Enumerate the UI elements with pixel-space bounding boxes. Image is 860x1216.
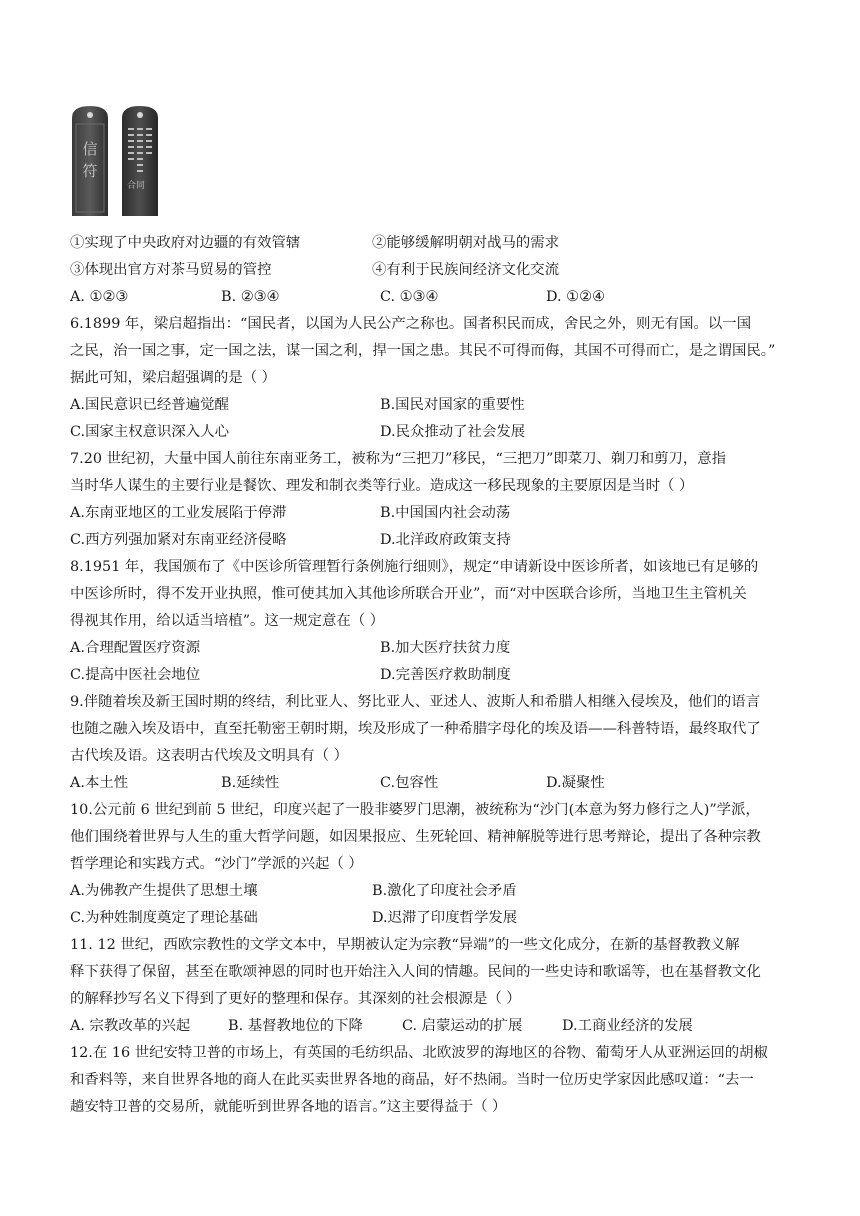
q11-stem-line-2: 释下获得了保留，甚至在歌颂神恩的同时也开始注入人间的情趣。民间的一些史诗和歌谣等，也在基督教文化 (70, 964, 761, 980)
q8-options-row-1 (70, 637, 800, 659)
q12-stem-line-3: 趟安特卫普的交易所，就能听到世界各地的语言。”这主要得益于（ ） (70, 1099, 507, 1115)
q6-option-c[interactable]: C.国家主权意识深入人心 (70, 424, 229, 440)
q10-stem-line-3: 哲学理论和实践方式。“沙门”学派的兴起（ ） (70, 856, 363, 872)
q10-option-c[interactable]: C.为种姓制度奠定了理论基础 (70, 910, 258, 926)
q11-option-d[interactable]: D.工商业经济的发展 (562, 1018, 693, 1034)
q10-options-row-1 (70, 880, 800, 902)
q8-option-d[interactable]: D.完善医疗救助制度 (380, 667, 511, 683)
q9-option-d[interactable]: D.凝聚性 (546, 775, 605, 791)
q8-options-row-2 (70, 664, 800, 686)
q5-item-2: ②能够缓解明朝对战马的需求 (372, 235, 560, 251)
q5-items-row-1 (70, 232, 800, 254)
right-token (122, 106, 158, 216)
q10-stem-line-1: 10.公元前 6 世纪到前 5 世纪，印度兴起了一股非婆罗门思潮，被统称为“沙门(本意为努力修行之人)”学派， (70, 802, 760, 818)
q11-option-a[interactable]: A. 宗教改革的兴起 (70, 1018, 191, 1034)
q9-option-c[interactable]: C.包容性 (380, 775, 439, 791)
q11-stem-line-3: 的解释抄写名义下得到了更好的整理和保存。其深刻的社会根源是（ ） (70, 991, 521, 1007)
q5-option-d[interactable]: D. ①②④ (546, 289, 605, 305)
q11-option-c[interactable]: C. 启蒙运动的扩展 (402, 1018, 523, 1034)
q5-item-4: ④有利于民族间经济文化交流 (372, 262, 560, 278)
right-token-chars: 合同 (126, 181, 146, 191)
left-token (72, 106, 108, 216)
bronze-tokens-image (70, 104, 160, 220)
q5-item-1: ①实现了中央政府对边疆的有效管辖 (70, 235, 301, 251)
q8-option-c[interactable]: C.提高中医社会地位 (70, 667, 201, 683)
q9-stem-line-1: 9.伴随着埃及新王国时期的终结，利比亚人、努比亚人、亚述人、波斯人和希腊人相继入侵埃及，他们的语言 (70, 694, 761, 710)
q9-stem-line-3: 古代埃及语。这表明古代埃及文明具有（ ） (70, 748, 348, 764)
q5-option-a[interactable]: A. ①②③ (70, 289, 129, 305)
q7-stem-line-1: 7.20 世纪初，大量中国人前往东南亚务工，被称为“三把刀”移民，“三把刀”即菜刀、剃刀和剪刀，意指 (70, 451, 727, 467)
q10-options-row-2 (70, 907, 800, 929)
q8-stem-line-2: 中医诊所时，得不发开业执照，惟可使其加入其他诊所联合开业”，而“对中医联合诊所，当地卫生主管机关 (70, 586, 747, 602)
q7-option-d[interactable]: D.北洋政府政策支持 (380, 532, 511, 548)
left-token-char-2: 符 (82, 162, 98, 180)
q5-items-row-2 (70, 259, 800, 281)
q10-option-d[interactable]: D.迟滞了印度哲学发展 (372, 910, 518, 926)
q7-option-c[interactable]: C.西方列强加紧对东南亚经济侵略 (70, 532, 287, 548)
q12-stem-line-1: 12.在 16 世纪安特卫普的市场上，有英国的毛纺织品、北欧波罗的海地区的谷物、葡萄牙人从亚洲运回的胡椒 (70, 1045, 768, 1061)
q11-stem-line-1: 11. 12 世纪，西欧宗教性的文学文本中，早期被认定为宗教“异端”的一些文化成分，在新的基督教教义解 (70, 937, 740, 953)
q6-stem-line-1: 6.1899 年，梁启超指出：“国民者，以国为人民公产之称也。国者积民而成，舍民之外，则无有国。以一国 (70, 316, 752, 332)
q9-option-a[interactable]: A.本土性 (70, 775, 129, 791)
q9-option-b[interactable]: B.延续性 (221, 775, 280, 791)
q10-stem-line-2: 他们围绕着世界与人生的重大哲学问题，如因果报应、生死轮回、精神解脱等进行思考辩论，提出了各种宗教 (70, 829, 761, 845)
left-token-char-1: 信 (82, 140, 98, 158)
q9-options (70, 772, 800, 794)
q8-option-b[interactable]: B.加大医疗扶贫力度 (380, 640, 511, 656)
q7-options-row-2 (70, 529, 800, 551)
q7-options-row-1 (70, 502, 800, 524)
q8-option-a[interactable]: A.合理配置医疗资源 (70, 640, 201, 656)
q11-option-b[interactable]: B. 基督教地位的下降 (228, 1018, 363, 1034)
q5-option-b[interactable]: B. ②③④ (221, 289, 280, 305)
tea-horse-token-photo (70, 104, 160, 220)
q8-stem-line-1: 8.1951 年，我国颁布了《中医诊所管理暂行条例施行细则》，规定“申请新设中医诊所者，如该地已有足够的 (70, 559, 759, 575)
q7-option-a[interactable]: A.东南亚地区的工业发展陷于停滞 (70, 505, 287, 521)
q5-options (70, 286, 800, 308)
q10-option-a[interactable]: A.为佛教产生提供了思想土壤 (70, 883, 258, 899)
q9-stem-line-2: 也随之融入埃及语中，直至托勒密王朝时期，埃及形成了一种希腊字母化的埃及语——科普特语，最终取代了 (70, 721, 761, 737)
q6-option-a[interactable]: A.国民意识已经普遍觉醒 (70, 397, 229, 413)
q11-options (70, 1015, 800, 1037)
q6-options-row-2 (70, 421, 800, 443)
q7-stem-line-2: 当时华人谋生的主要行业是餐饮、理发和制衣类等行业。造成这一移民现象的主要原因是当时（ ） (70, 478, 694, 494)
q7-option-b[interactable]: B.中国国内社会动荡 (380, 505, 511, 521)
q5-option-c[interactable]: C. ①③④ (380, 289, 439, 305)
q6-options-row-1 (70, 394, 800, 416)
q10-option-b[interactable]: B.激化了印度社会矛盾 (372, 883, 517, 899)
q8-stem-line-3: 得视其作用，给以适当培植”。这一规定意在（ ） (70, 613, 385, 629)
q6-stem-line-3: 据此可知，梁启超强调的是（ ） (70, 370, 277, 386)
q6-option-d[interactable]: D.民众推动了社会发展 (380, 424, 526, 440)
q5-item-3: ③体现出官方对茶马贸易的管控 (70, 262, 272, 278)
q6-stem-line-2: 之民，治一国之事，定一国之法，谋一国之利，捍一国之患。其民不可得而侮，其国不可得而亡，是之谓国民。” (70, 343, 776, 359)
q12-stem-line-2: 和香料等，来自世界各地的商人在此买卖世界各地的商品，好不热闹。当时一位历史学家因此感叹道：“去一 (70, 1072, 754, 1088)
q6-option-b[interactable]: B.国民对国家的重要性 (380, 397, 525, 413)
